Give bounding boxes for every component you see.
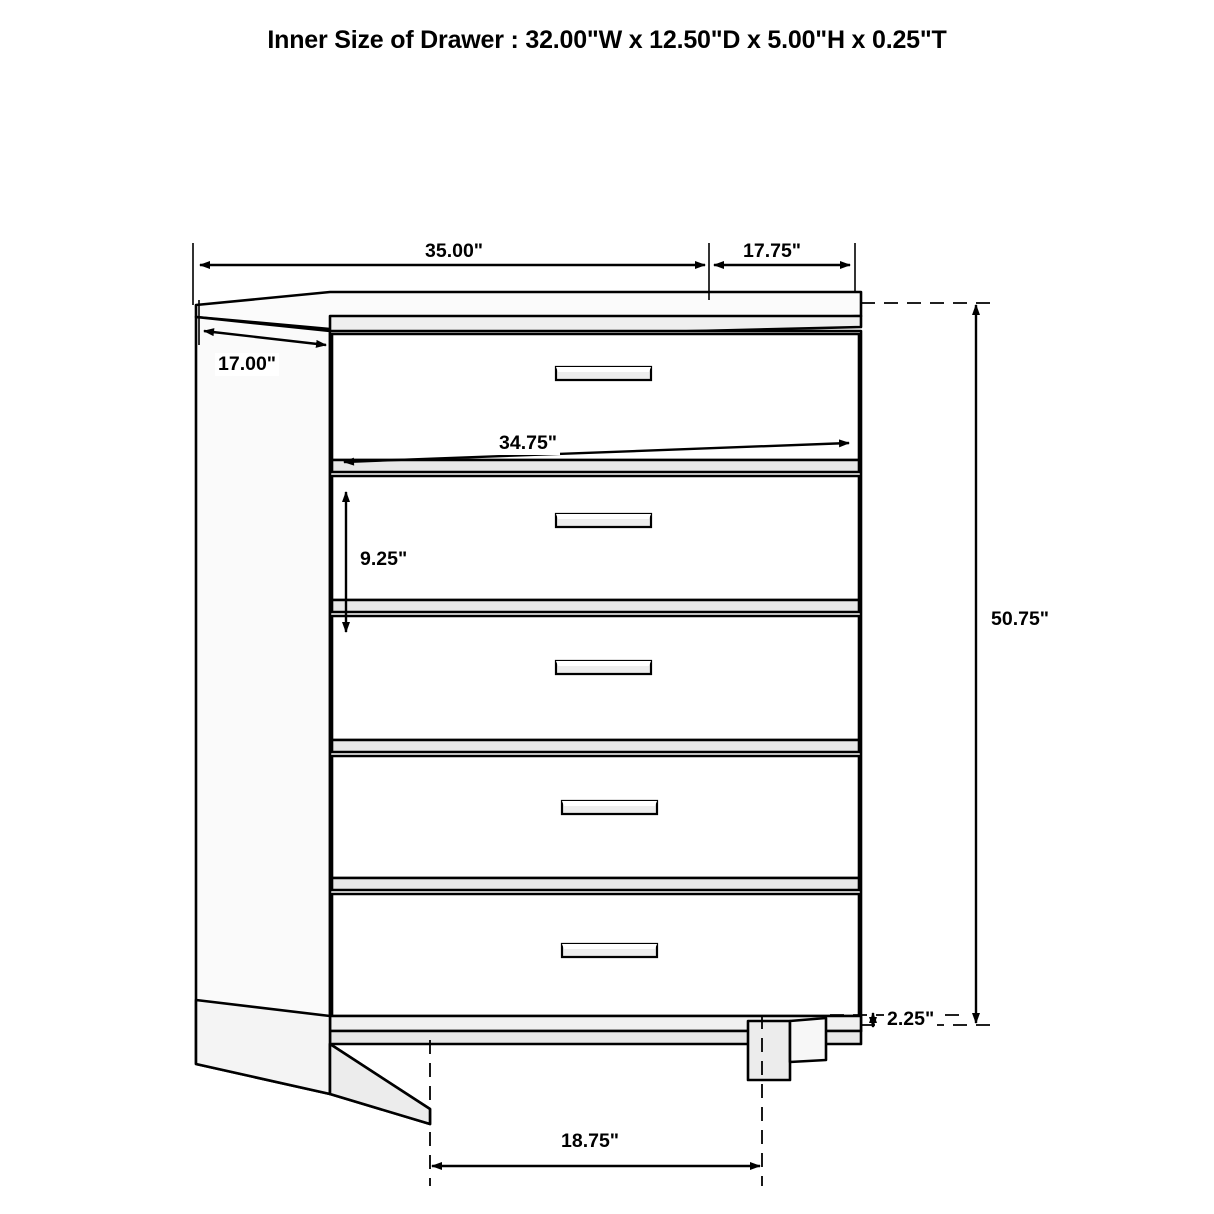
chest-body [196, 292, 861, 1124]
handle-1-hl [556, 367, 651, 372]
foot-right [748, 1021, 790, 1080]
drawer-gap-2 [332, 600, 859, 612]
foot-right-inner [790, 1018, 826, 1062]
dim-label-base-height: 2.25" [884, 1008, 937, 1031]
handle-2-hl [556, 514, 651, 519]
dim-label-side-depth: 17.00" [215, 353, 279, 376]
dim-label-foot-span: 18.75" [558, 1130, 622, 1153]
handle-5-hl [562, 944, 657, 949]
page-title: Inner Size of Drawer : 32.00"W x 12.50"D x 5.00"H x 0.25"T [267, 26, 947, 54]
drawer-gap-4 [332, 878, 859, 890]
drawer-front-2 [332, 476, 859, 600]
drawer-front-4 [332, 756, 859, 878]
dim-label-total-height: 50.75" [988, 608, 1052, 631]
drawer-gap-3 [332, 740, 859, 752]
foot-left [330, 1044, 430, 1124]
base-left-return [196, 1000, 330, 1094]
drawer-front-3 [332, 616, 859, 740]
drawer-gap-1 [332, 460, 859, 472]
handle-4-hl [562, 801, 657, 806]
drawer-front-1 [332, 334, 859, 460]
dim-label-drawer-height: 9.25" [357, 548, 410, 571]
dim-label-drawer-width: 34.75" [496, 432, 560, 455]
left-side-panel [196, 317, 330, 1094]
handle-3-hl [556, 661, 651, 666]
dim-label-top-width: 35.00" [422, 240, 486, 263]
dim-label-overhang: 17.75" [740, 240, 804, 263]
